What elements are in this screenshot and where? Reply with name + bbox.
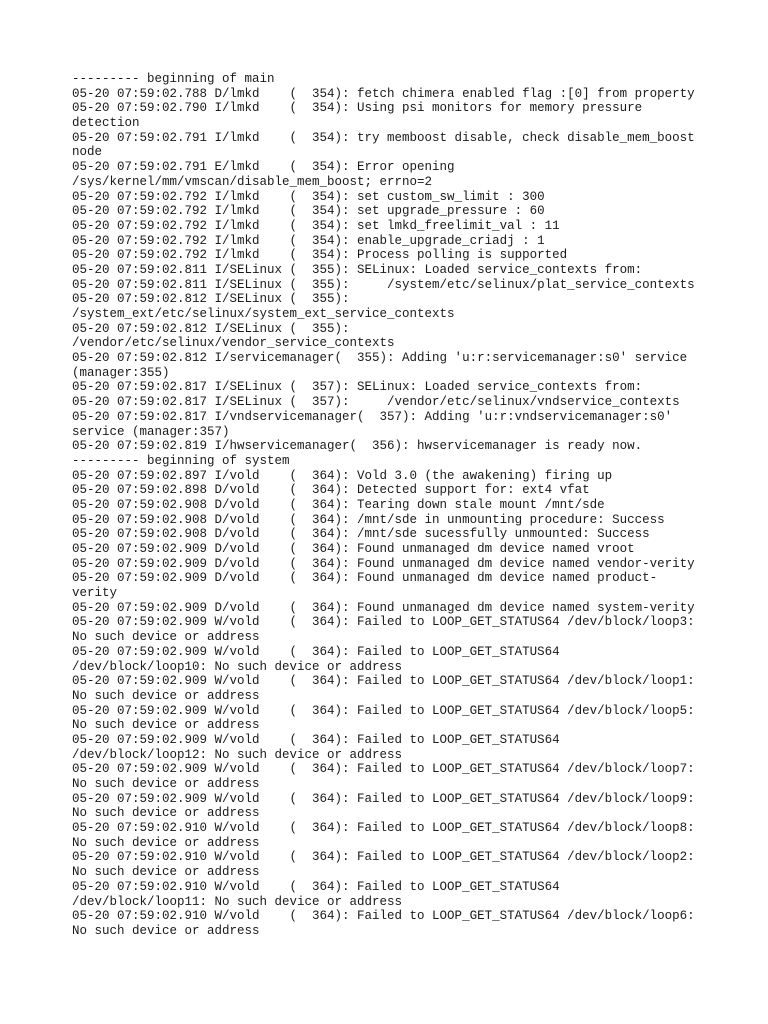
log-line: 05-20 07:59:02.910 W/vold ( 364): Failed to LOOP_GET_STATUS64 /dev/block/loop8: [72, 821, 695, 836]
log-line: No such device or address [72, 923, 260, 938]
log-line: (manager:355) [72, 365, 170, 380]
log-line: 05-20 07:59:02.898 D/vold ( 364): Detected support for: ext4 vfat [72, 483, 590, 498]
log-line: 05-20 07:59:02.908 D/vold ( 364): Tearing down stale mount /mnt/sde [72, 497, 605, 512]
log-line: /dev/block/loop12: No such device or address [72, 747, 403, 762]
log-line: 05-20 07:59:02.791 E/lmkd ( 354): Error opening [72, 160, 455, 175]
log-text [72, 72, 768, 953]
log-line: 05-20 07:59:02.909 W/vold ( 364): Failed to LOOP_GET_STATUS64 [72, 644, 560, 659]
log-line: No such device or address [72, 718, 260, 733]
log-line: 05-20 07:59:02.910 W/vold ( 364): Failed to LOOP_GET_STATUS64 /dev/block/loop6: [72, 909, 695, 924]
log-line: 05-20 07:59:02.909 D/vold ( 364): Found unmanaged dm device named system-verity [72, 600, 695, 615]
log-line: 05-20 07:59:02.897 I/vold ( 364): Vold 3.0 (the awakening) firing up [72, 468, 613, 483]
log-line: 05-20 07:59:02.791 I/lmkd ( 354): try memboost disable, check disable_mem_boost [72, 130, 695, 145]
log-line: /vendor/etc/selinux/vendor_service_contexts [72, 336, 395, 351]
log-line: 05-20 07:59:02.817 I/SELinux ( 357): /vendor/etc/selinux/vndservice_contexts [72, 395, 680, 410]
log-line: 05-20 07:59:02.792 I/lmkd ( 354): enable_upgrade_criadj : 1 [72, 233, 545, 248]
log-line: 05-20 07:59:02.909 D/vold ( 364): Found unmanaged dm device named product- [72, 571, 658, 586]
log-line: 05-20 07:59:02.908 D/vold ( 364): /mnt/sde sucessfully unmounted: Success [72, 527, 650, 542]
log-line: service (manager:357) [72, 424, 230, 439]
log-line: 05-20 07:59:02.792 I/lmkd ( 354): set custom_sw_limit : 300 [72, 189, 545, 204]
log-line: 05-20 07:59:02.792 I/lmkd ( 354): Process polling is supported [72, 248, 568, 263]
log-line: 05-20 07:59:02.910 W/vold ( 364): Failed to LOOP_GET_STATUS64 /dev/block/loop2: [72, 850, 695, 865]
log-line: 05-20 07:59:02.909 W/vold ( 364): Failed to LOOP_GET_STATUS64 /dev/block/loop9: [72, 791, 695, 806]
log-line: 05-20 07:59:02.909 W/vold ( 364): Failed to LOOP_GET_STATUS64 [72, 732, 560, 747]
log-line: /dev/block/loop11: No such device or address [72, 894, 403, 909]
log-line: 05-20 07:59:02.909 W/vold ( 364): Failed to LOOP_GET_STATUS64 /dev/block/loop5: [72, 703, 695, 718]
log-line: 05-20 07:59:02.811 I/SELinux ( 355): SELinux: Loaded service_contexts from: [72, 262, 643, 277]
log-line: /dev/block/loop10: No such device or address [72, 659, 403, 674]
log-line: 05-20 07:59:02.812 I/SELinux ( 355): [72, 321, 350, 336]
log-line: 05-20 07:59:02.909 W/vold ( 364): Failed to LOOP_GET_STATUS64 /dev/block/loop1: [72, 674, 695, 689]
log-line: 05-20 07:59:02.909 W/vold ( 364): Failed to LOOP_GET_STATUS64 /dev/block/loop7: [72, 762, 695, 777]
log-line: --------- beginning of system [72, 453, 290, 468]
log-line: 05-20 07:59:02.817 I/vndservicemanager( 357): Adding 'u:r:vndservicemanager:s0' [72, 409, 673, 424]
log-line: --------- beginning of main [72, 72, 275, 86]
log-line: 05-20 07:59:02.812 I/servicemanager( 355): Adding 'u:r:servicemanager:s0' service [72, 351, 688, 366]
log-line: 05-20 07:59:02.788 D/lmkd ( 354): fetch chimera enabled flag :[0] from property [72, 86, 695, 101]
log-line: /system_ext/etc/selinux/system_ext_service_contexts [72, 307, 455, 321]
log-line: No such device or address [72, 806, 260, 821]
log-line: 05-20 07:59:02.812 I/SELinux ( 355): [72, 292, 350, 307]
log-line: 05-20 07:59:02.908 D/vold ( 364): /mnt/sde in unmounting procedure: Success [72, 512, 665, 527]
log-line: 05-20 07:59:02.792 I/lmkd ( 354): set upgrade_pressure : 60 [72, 204, 545, 219]
log-line: No such device or address [72, 865, 260, 880]
log-line: 05-20 07:59:02.909 D/vold ( 364): Found unmanaged dm device named vendor-verity [72, 556, 695, 571]
log-line: node [72, 145, 103, 160]
log-line: 05-20 07:59:02.909 D/vold ( 364): Found unmanaged dm device named vroot [72, 542, 635, 556]
log-line: 05-20 07:59:02.817 I/SELinux ( 357): SELinux: Loaded service_contexts from: [72, 380, 643, 395]
log-line: 05-20 07:59:02.790 I/lmkd ( 354): Using psi monitors for memory pressure [72, 101, 643, 116]
log-line: No such device or address [72, 688, 260, 703]
log-line: 05-20 07:59:02.909 W/vold ( 364): Failed to LOOP_GET_STATUS64 /dev/block/loop3: [72, 615, 695, 630]
log-line [72, 939, 768, 954]
log-line: No such device or address [72, 630, 260, 645]
log-line: 05-20 07:59:02.819 I/hwservicemanager( 356): hwservicemanager is ready now. [72, 439, 643, 454]
log-line: No such device or address [72, 835, 260, 850]
log-line: No such device or address [72, 777, 260, 791]
log-line: detection [72, 116, 140, 131]
log-line: 05-20 07:59:02.792 I/lmkd ( 354): set lmkd_freelimit_val : 11 [72, 218, 560, 233]
log-line: /sys/kernel/mm/vmscan/disable_mem_boost; errno=2 [72, 174, 433, 189]
log-line: 05-20 07:59:02.910 W/vold ( 364): Failed to LOOP_GET_STATUS64 [72, 879, 560, 894]
log-line: 05-20 07:59:02.811 I/SELinux ( 355): /system/etc/selinux/plat_service_contexts [72, 277, 695, 292]
log-line: verity [72, 586, 118, 601]
